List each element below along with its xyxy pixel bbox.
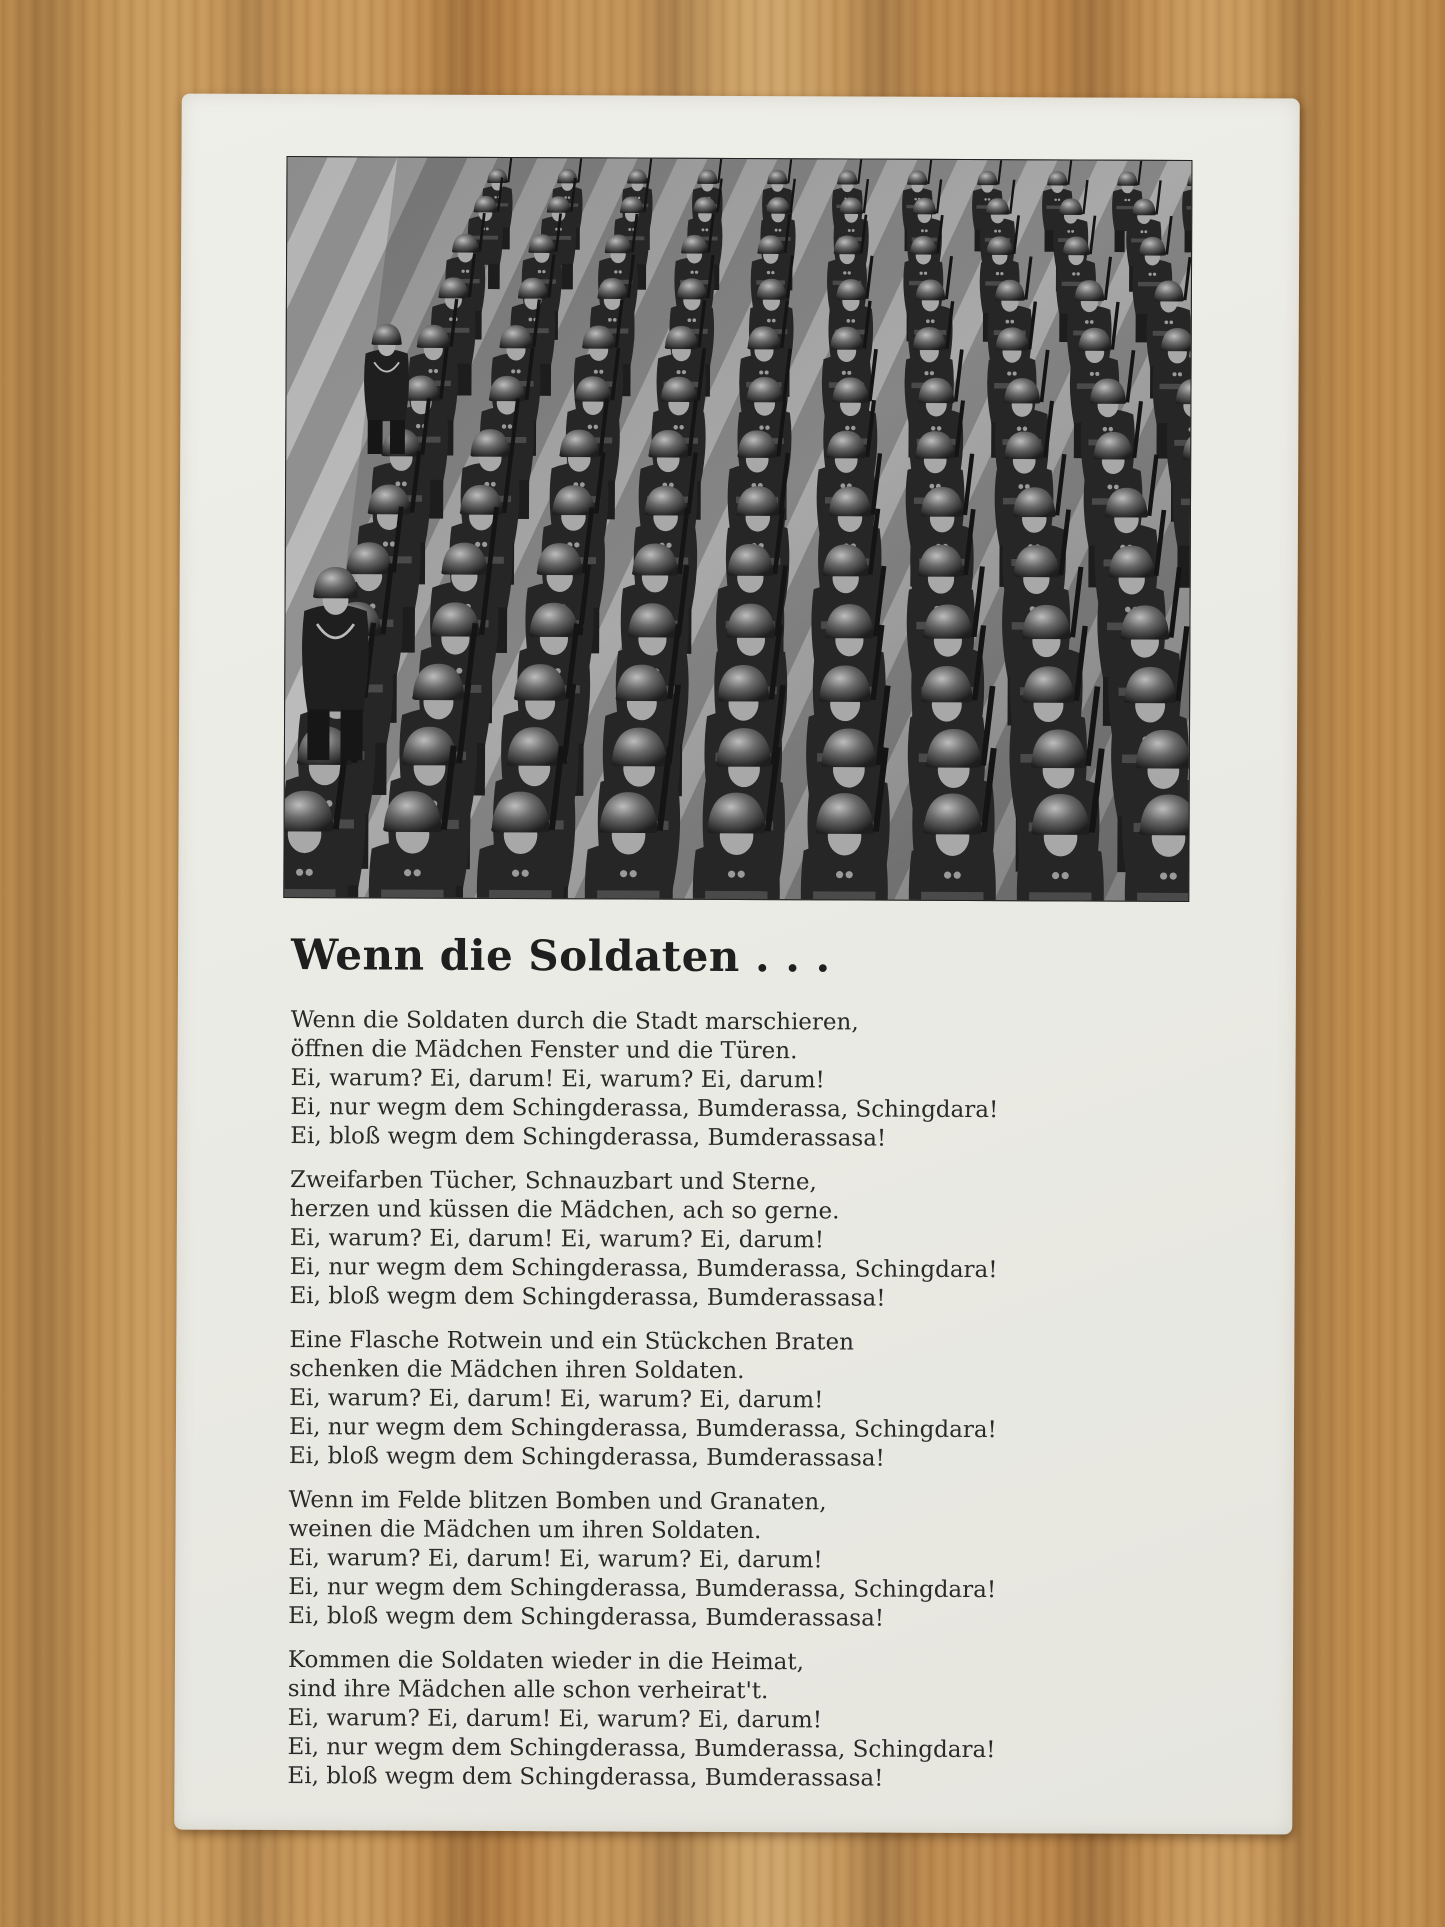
postcard	[174, 94, 1300, 1835]
lyric-line: Ei, bloß wegm dem Schingderassa, Bumderassasa!	[288, 1443, 885, 1472]
lyric-stanza	[290, 1006, 1211, 1155]
lyric-line: Eine Flasche Rotwein und ein Stückchen Braten	[289, 1327, 855, 1356]
lyric-line: öffnen die Mädchen Fenster und die Türen.	[290, 1036, 798, 1065]
lyric-line: Ei, warum? Ei, darum! Ei, warum? Ei, darum!	[287, 1705, 823, 1734]
lyric-line: Ei, warum? Ei, darum! Ei, warum? Ei, darum!	[289, 1225, 825, 1254]
lyric-line: Kommen die Soldaten wieder in die Heimat,	[287, 1647, 805, 1676]
lyric-line: schenken die Mädchen ihren Soldaten.	[289, 1356, 745, 1385]
lyric-stanza	[288, 1486, 1209, 1635]
lyric-line: Ei, nur wegm dem Schingderassa, Bumderassa, Schingdara!	[290, 1094, 999, 1124]
lyric-stanza	[287, 1646, 1208, 1795]
lyric-stanza	[289, 1166, 1210, 1315]
lyric-line: Ei, nur wegm dem Schingderassa, Bumderassa, Schingdara!	[288, 1574, 997, 1604]
photo-illustration	[284, 157, 1191, 901]
song-title: Wenn die Soldaten . . .	[290, 930, 831, 982]
lyric-stanza	[289, 1326, 1210, 1475]
lyric-line: Ei, nur wegm dem Schingderassa, Bumderassa, Schingdara!	[289, 1254, 998, 1284]
marching-soldiers-photo	[283, 156, 1192, 902]
lyric-line: Ei, warum? Ei, darum! Ei, warum? Ei, darum!	[288, 1545, 823, 1574]
lyric-line: Ei, bloß wegm dem Schingderassa, Bumderassasa!	[290, 1123, 887, 1152]
lyric-line: Ei, bloß wegm dem Schingderassa, Bumderassasa!	[288, 1603, 885, 1632]
lyric-line: herzen und küssen die Mädchen, ach so gerne.	[289, 1196, 840, 1225]
lyric-line: sind ihre Mädchen alle schon verheirat't.	[287, 1676, 769, 1705]
lyric-line: Ei, warum? Ei, darum! Ei, warum? Ei, darum!	[289, 1385, 824, 1414]
lyric-line: Ei, bloß wegm dem Schingderassa, Bumderassasa!	[289, 1283, 886, 1312]
lyric-line: Wenn die Soldaten durch die Stadt marschieren,	[290, 1007, 859, 1036]
lyric-line: Ei, nur wegm dem Schingderassa, Bumderassa, Schingdara!	[288, 1414, 997, 1444]
lyric-line: Ei, bloß wegm dem Schingderassa, Bumderassasa!	[287, 1763, 884, 1792]
lyric-line: weinen die Mädchen um ihren Soldaten.	[288, 1516, 762, 1545]
lyric-line: Wenn im Felde blitzen Bomben und Granaten,	[288, 1487, 827, 1516]
lyric-line: Zweifarben Tücher, Schnauzbart und Sterne,	[289, 1167, 817, 1196]
lyric-line: Ei, nur wegm dem Schingderassa, Bumderassa, Schingdara!	[287, 1734, 996, 1764]
song-lyrics	[287, 1006, 1210, 1810]
lyric-line: Ei, warum? Ei, darum! Ei, warum? Ei, darum!	[290, 1065, 825, 1094]
